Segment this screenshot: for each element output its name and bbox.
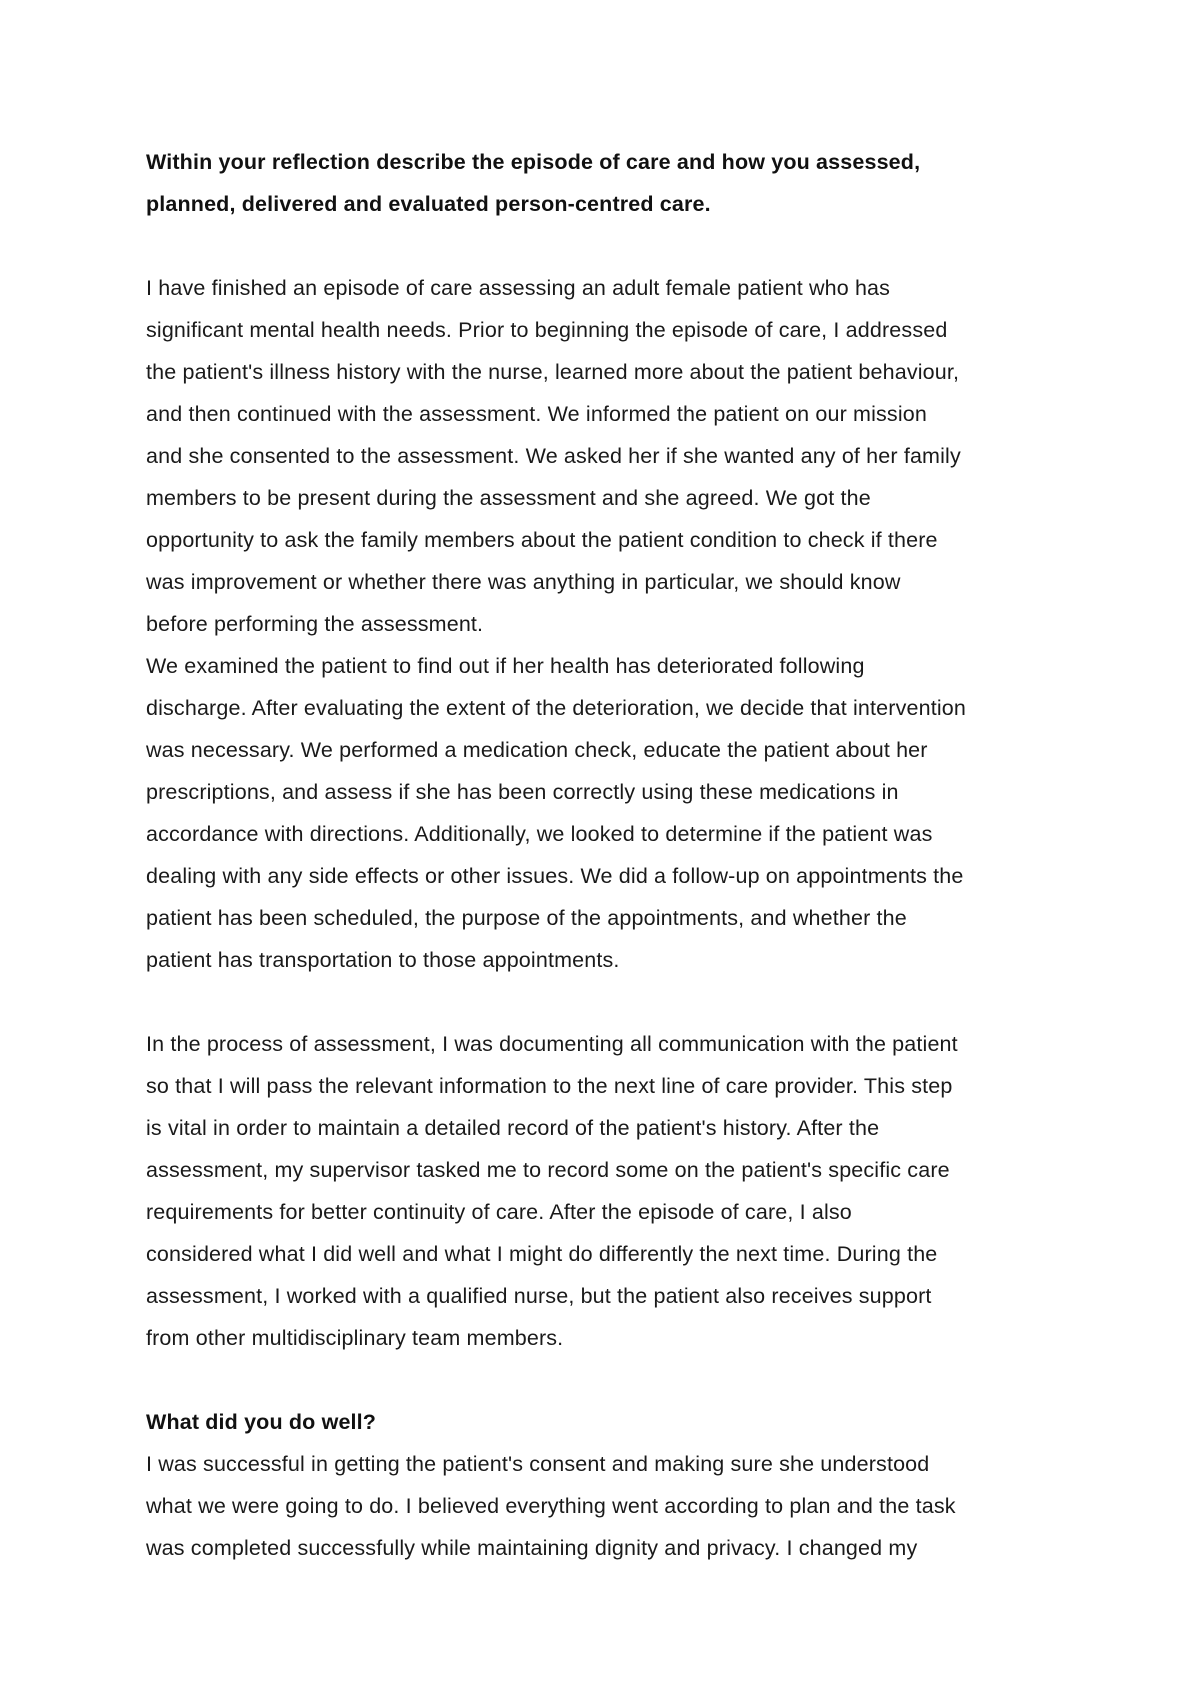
heading-line: planned, delivered and evaluated person-centred care.	[146, 192, 711, 216]
text-line: patient has been scheduled, the purpose of the appointments, and whether the	[146, 906, 907, 930]
paragraph-episode-of-care	[146, 267, 1076, 981]
paragraph-did-well	[146, 1443, 1076, 1569]
text-line: so that I will pass the relevant information to the next line of care provider. This step	[146, 1074, 953, 1098]
text-line: members to be present during the assessment and she agreed. We got the	[146, 486, 871, 510]
paragraph-documentation	[146, 1023, 1076, 1359]
text-line: significant mental health needs. Prior to beginning the episode of care, I addressed	[146, 318, 948, 342]
text-line: before performing the assessment.	[146, 612, 484, 636]
text-line: opportunity to ask the family members about the patient condition to check if there	[146, 528, 938, 552]
text-line: discharge. After evaluating the extent of the deterioration, we decide that intervention	[146, 696, 966, 720]
text-line: was improvement or whether there was anything in particular, we should know	[146, 570, 901, 594]
text-line: I was successful in getting the patient's consent and making sure she understood	[146, 1452, 930, 1476]
text-line: requirements for better continuity of care. After the episode of care, I also	[146, 1200, 852, 1224]
text-line: dealing with any side effects or other issues. We did a follow-up on appointments the	[146, 864, 964, 888]
text-line: assessment, my supervisor tasked me to record some on the patient's specific care	[146, 1158, 950, 1182]
text-line: is vital in order to maintain a detailed record of the patient's history. After the	[146, 1116, 880, 1140]
text-line: and then continued with the assessment. We informed the patient on our mission	[146, 402, 927, 426]
text-line: accordance with directions. Additionally, we looked to determine if the patient was	[146, 822, 933, 846]
text-line: assessment, I worked with a qualified nurse, but the patient also receives support	[146, 1284, 932, 1308]
heading-line: Within your reflection describe the episode of care and how you assessed,	[146, 150, 921, 174]
text-line: In the process of assessment, I was documenting all communication with the patient	[146, 1032, 958, 1056]
text-line: the patient's illness history with the nurse, learned more about the patient behaviour,	[146, 360, 960, 384]
paragraph-spacer	[146, 981, 1076, 1023]
document-body	[146, 141, 1076, 1569]
text-line: I have finished an episode of care assessing an adult female patient who has	[146, 276, 891, 300]
paragraph-spacer	[146, 1359, 1076, 1401]
text-line: and she consented to the assessment. We asked her if she wanted any of her family	[146, 444, 961, 468]
text-line: We examined the patient to find out if her health has deteriorated following	[146, 654, 865, 678]
subheading-what-did-you-do-well: What did you do well?	[146, 1410, 377, 1434]
text-line: was necessary. We performed a medication check, educate the patient about her	[146, 738, 928, 762]
text-line: was completed successfully while maintaining dignity and privacy. I changed my	[146, 1536, 918, 1560]
section-heading	[146, 141, 1076, 225]
text-line: patient has transportation to those appointments.	[146, 948, 620, 972]
paragraph-spacer	[146, 225, 1076, 267]
text-line: what we were going to do. I believed everything went according to plan and the task	[146, 1494, 956, 1518]
text-line: considered what I did well and what I might do differently the next time. During the	[146, 1242, 938, 1266]
text-line: prescriptions, and assess if she has been correctly using these medications in	[146, 780, 899, 804]
text-line: from other multidisciplinary team members.	[146, 1326, 564, 1350]
